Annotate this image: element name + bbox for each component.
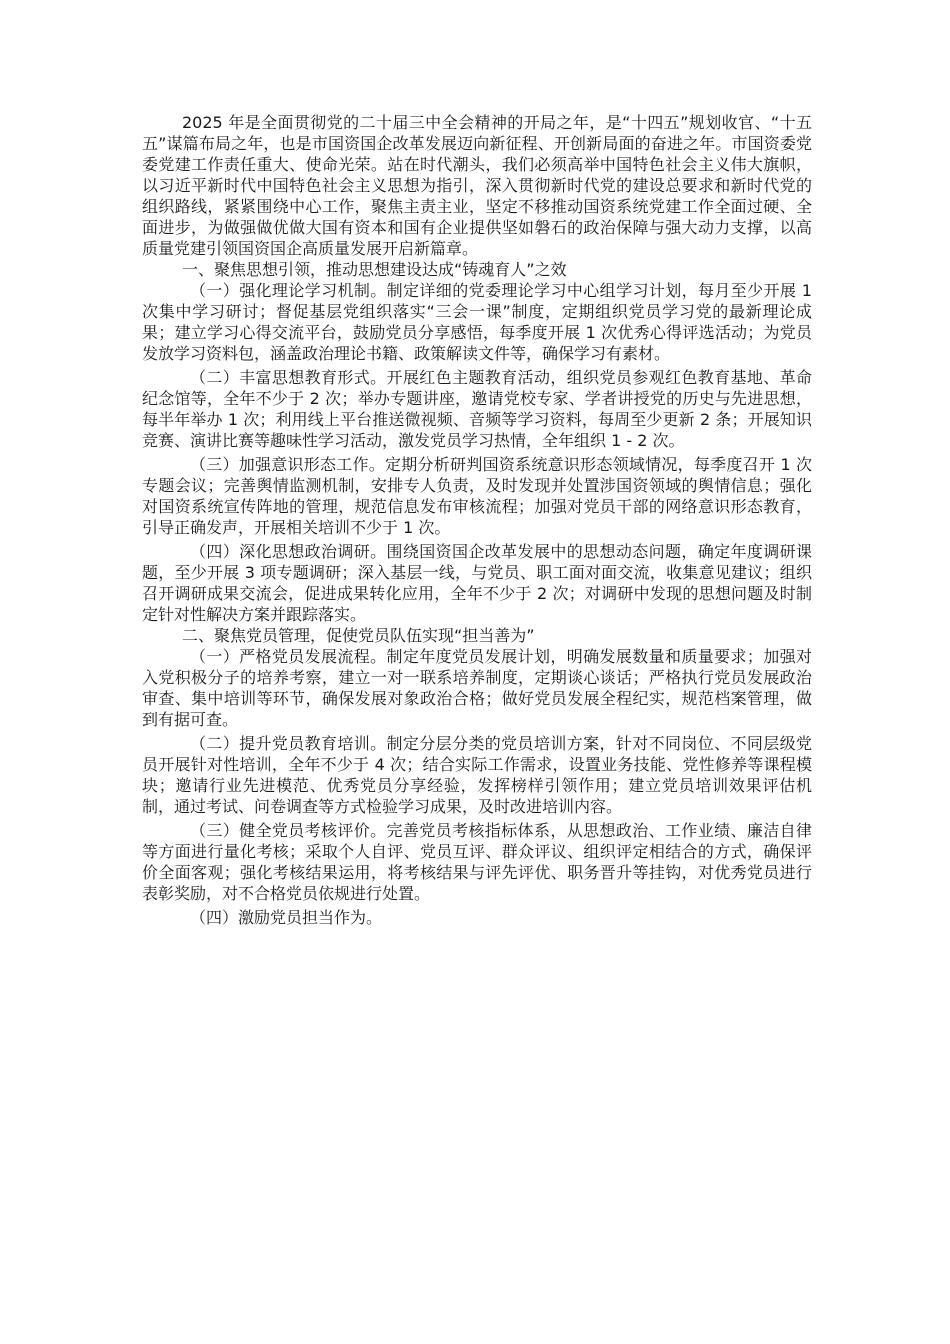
section-2-item-1: （一）严格党员发展流程。制定年度党员发展计划，明确发展数量和质量要求；加强对入党积极分子的培养考察，建立一对一联系培养制度，定期谈心谈话；严格执行党员发展政治审查、集中培训等环节，确保发展对象政治合格；做好党员发展全程纪实，规范档案管理，做到有据可查。 <box>142 647 812 729</box>
intro-paragraph: 2025 年是全面贯彻党的二十届三中全会精神的开局之年，是“十四五”规划收官、“十五五”谋篇布局之年，也是市国资国企改革发展迈向新征程、开创新局面的奋进之年。市国资委党委党建工作责任重大、使命光荣。站在时代潮头，我们必须高举中国特色社会主义伟大旗帜，以习近平新时代中国特色社会主义思想为指引，深入贯彻新时代党的建设总要求和新时代党的组织路线，紧紧围绕中心工作，聚焦主责主业，坚定不移推动国资系统党建工作全面过硬、全面进步，为做强做优做大国有资本和国有企业提供坚如磐石的政治保障与强大动力支撑，以高质量党建引领国资国企高质量发展开启新篇章。 <box>142 113 812 258</box>
section-1-heading: 一、聚焦思想引领，推动思想建设达成“铸魂育人”之效 <box>182 260 567 279</box>
section-2-item-3: （三）健全党员考核评价。完善党员考核指标体系，从思想政治、工作业绩、廉洁自律等方面进行量化考核；采取个人自评、党员互评、群众评议、组织评定相结合的方式，确保评价全面客观；强化考核结果运用，将考核结果与评先评优、职务晋升等挂钩，对优秀党员进行表彰奖励，对不合格党员依规进行处置。 <box>142 821 812 903</box>
section-1-item-4: （四）深化思想政治调研。围绕国资国企改革发展中的思想动态问题，确定年度调研课题，至少开展 3 项专题调研；深入基层一线，与党员、职工面对面交流，收集意见建议；组织召开调研成果交流会，促进成果转化应用，全年不少于 2 次；对调研中发现的思想问题及时制定针对性解决方案并跟踪落实。 <box>142 542 812 624</box>
document-page <box>142 112 812 928</box>
section-1-item-3: （三）加强意识形态工作。定期分析研判国资系统意识形态领域情况，每季度召开 1 次专题会议；完善舆情监测机制，安排专人负责，及时发现并处置涉国资领域的舆情信息；强化对国资系统宣传阵地的管理，规范信息发布审核流程；加强对党员干部的网络意识形态教育，引导正确发声，开展相关培训不少于 1 次。 <box>142 455 812 537</box>
section-2-heading: 二、聚焦党员管理，促使党员队伍实现“担当善为” <box>182 626 535 645</box>
section-2-item-4: （四）激励党员担当作为。 <box>190 908 383 927</box>
section-1-item-1: （一）强化理论学习机制。制定详细的党委理论学习中心组学习计划，每月至少开展 1 次集中学习研讨；督促基层党组织落实“三会一课”制度，定期组织党员学习党的最新理论成果；建立学习心得交流平台，鼓励党员分享感悟，每季度开展 1 次优秀心得评选活动；为党员发放学习资料包，涵盖政治理论书籍、政策解读文件等，确保学习有素材。 <box>142 281 812 363</box>
section-1-item-2: （二）丰富思想教育形式。开展红色主题教育活动，组织党员参观红色教育基地、革命纪念馆等，全年不少于 2 次；举办专题讲座，邀请党校专家、学者讲授党的历史与先进思想，每半年举办 1 次；利用线上平台推送微视频、音频等学习资料，每周至少更新 2 条；开展知识竞赛、演讲比赛等趣味性学习活动，激发党员学习热情，全年组织 1 - 2 次。 <box>142 368 812 450</box>
section-2-item-2: （二）提升党员教育培训。制定分层分类的党员培训方案，针对不同岗位、不同层级党员开展针对性培训，全年不少于 4 次；结合实际工作需求，设置业务技能、党性修养等课程模块；邀请行业先进模范、优秀党员分享经验，发挥榜样引领作用；建立党员培训效果评估机制，通过考试、问卷调查等方式检验学习成果，及时改进培训内容。 <box>142 734 812 816</box>
